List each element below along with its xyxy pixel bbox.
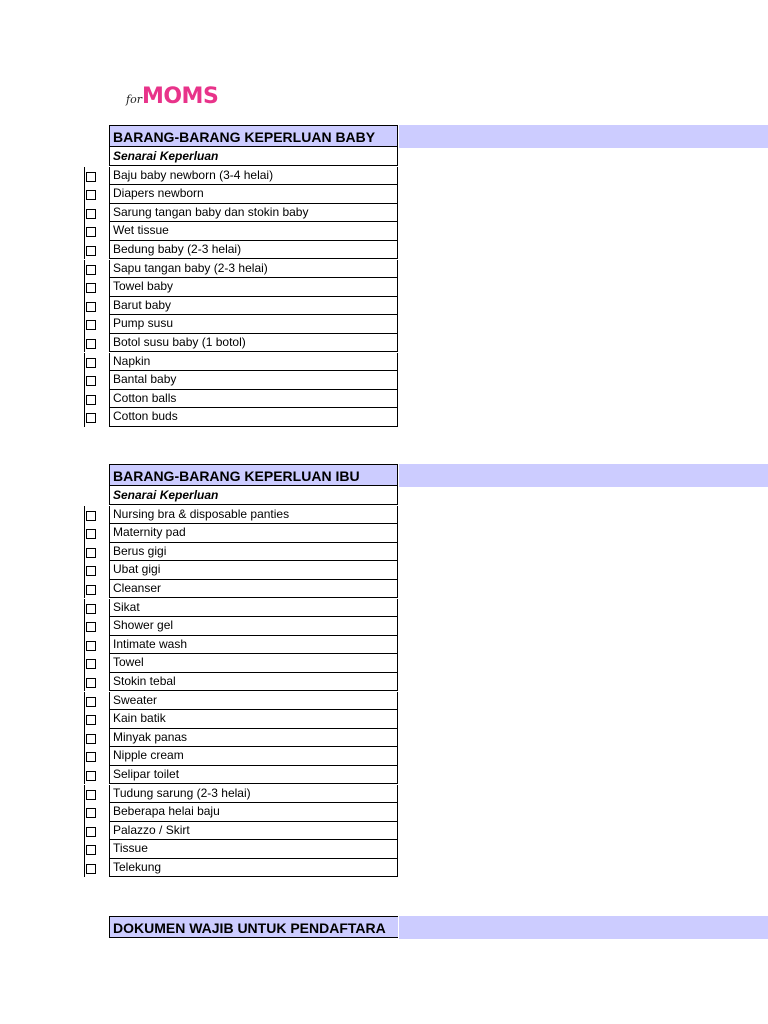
checklist-item-label: Botol susu baby (1 botol)	[109, 334, 398, 353]
row-left-border	[84, 222, 85, 241]
row-left-border	[84, 524, 85, 543]
row-left-border	[84, 185, 85, 204]
ibu-list-subheading: Senarai Keperluan	[109, 486, 398, 505]
logo-prefix: for	[126, 93, 142, 106]
row-left-border	[84, 840, 85, 859]
checkbox[interactable]	[86, 715, 96, 725]
checklist-item-label: Barut baby	[109, 297, 398, 316]
checklist-item-label: Maternity pad	[109, 524, 398, 543]
row-left-border	[84, 353, 85, 372]
row-left-border	[84, 673, 85, 692]
checkbox[interactable]	[86, 678, 96, 688]
checklist-item-label: Kain batik	[109, 710, 398, 729]
checkbox[interactable]	[86, 209, 96, 219]
row-left-border	[84, 710, 85, 729]
dokumen-header-band	[399, 916, 768, 939]
checklist-item-label: Shower gel	[109, 617, 398, 636]
checklist-item-label: Bantal baby	[109, 371, 398, 390]
dokumen-section-title: DOKUMEN WAJIB UNTUK PENDAFTARA	[109, 916, 398, 938]
checkbox[interactable]	[86, 771, 96, 781]
row-left-border	[84, 408, 85, 427]
checklist-item-label: Pump susu	[109, 315, 398, 334]
checklist-row	[0, 822, 768, 841]
checklist-item-label: Cotton balls	[109, 390, 398, 409]
checklist-item-label: Cotton buds	[109, 408, 398, 427]
checkbox[interactable]	[86, 659, 96, 669]
checklist-row	[0, 334, 768, 353]
row-left-border	[84, 241, 85, 260]
row-left-border	[84, 859, 85, 878]
row-left-border	[84, 580, 85, 599]
checklist-row	[0, 747, 768, 766]
checklist-item-label: Cleanser	[109, 580, 398, 599]
checklist-row	[0, 803, 768, 822]
checklist-item-label: Sarung tangan baby dan stokin baby	[109, 204, 398, 223]
checklist-row	[0, 506, 768, 525]
checklist-row	[0, 297, 768, 316]
row-left-border	[84, 599, 85, 618]
baby-list-subheading: Senarai Keperluan	[109, 147, 398, 166]
checkbox[interactable]	[86, 339, 96, 349]
row-left-border	[84, 822, 85, 841]
checklist-row	[0, 599, 768, 618]
checklist-item-label: Nursing bra & disposable panties	[109, 506, 398, 525]
checklist-row	[0, 278, 768, 297]
checklist-row	[0, 353, 768, 372]
checklist-item-label: Tudung sarung (2-3 helai)	[109, 785, 398, 804]
checklist-row	[0, 315, 768, 334]
checklist-row	[0, 710, 768, 729]
row-left-border	[84, 506, 85, 525]
row-left-border	[84, 654, 85, 673]
checkbox[interactable]	[86, 752, 96, 762]
checklist-item-label: Sweater	[109, 692, 398, 711]
row-left-border	[84, 636, 85, 655]
checklist-row	[0, 617, 768, 636]
checklist-item-label: Napkin	[109, 353, 398, 372]
row-left-border	[84, 803, 85, 822]
checklist-item-label: Sapu tangan baby (2-3 helai)	[109, 260, 398, 279]
checkbox[interactable]	[86, 246, 96, 256]
checklist-row	[0, 729, 768, 748]
checkbox[interactable]	[86, 622, 96, 632]
checklist-item-label: Selipar toilet	[109, 766, 398, 785]
checkbox[interactable]	[86, 734, 96, 744]
checklist-item-label: Stokin tebal	[109, 673, 398, 692]
checklist-item-label: Wet tissue	[109, 222, 398, 241]
row-left-border	[84, 371, 85, 390]
checklist-row	[0, 766, 768, 785]
row-left-border	[84, 390, 85, 409]
checkbox[interactable]	[86, 376, 96, 386]
row-left-border	[84, 543, 85, 562]
checklist-item-label: Towel	[109, 654, 398, 673]
checklist-row	[0, 408, 768, 427]
checklist-row	[0, 636, 768, 655]
checklist-item-label: Sikat	[109, 599, 398, 618]
checkbox[interactable]	[86, 641, 96, 651]
checklist-item-label: Berus gigi	[109, 543, 398, 562]
checklist-row	[0, 840, 768, 859]
row-left-border	[84, 278, 85, 297]
checkbox[interactable]	[86, 172, 96, 182]
checklist-row	[0, 673, 768, 692]
checklist-row	[0, 524, 768, 543]
checkbox[interactable]	[86, 566, 96, 576]
checkbox[interactable]	[86, 827, 96, 837]
checkbox[interactable]	[86, 395, 96, 405]
checklist-row	[0, 543, 768, 562]
row-left-border	[84, 692, 85, 711]
checklist-item-label: Nipple cream	[109, 747, 398, 766]
checkbox[interactable]	[86, 529, 96, 539]
checklist-row	[0, 859, 768, 878]
row-left-border	[84, 297, 85, 316]
row-left-border	[84, 315, 85, 334]
checklist-item-label: Telekung	[109, 859, 398, 878]
checklist-item-label: Baju baby newborn (3-4 helai)	[109, 167, 398, 186]
checklist-item-label: Tissue	[109, 840, 398, 859]
checklist-item-label: Towel baby	[109, 278, 398, 297]
checkbox[interactable]	[86, 864, 96, 874]
row-left-border	[84, 167, 85, 186]
checklist-item-label: Beberapa helai baju	[109, 803, 398, 822]
checkbox[interactable]	[86, 283, 96, 293]
checklist-row	[0, 204, 768, 223]
checklist-item-label: Diapers newborn	[109, 185, 398, 204]
checklist-row	[0, 371, 768, 390]
formoms-logo	[126, 84, 218, 114]
row-left-border	[84, 260, 85, 279]
checklist-row	[0, 692, 768, 711]
checkbox[interactable]	[86, 845, 96, 855]
checklist-row	[0, 185, 768, 204]
checklist-row	[0, 580, 768, 599]
row-left-border	[84, 766, 85, 785]
row-left-border	[84, 561, 85, 580]
checkbox[interactable]	[86, 604, 96, 614]
checklist-item-label: Minyak panas	[109, 729, 398, 748]
checkbox[interactable]	[86, 302, 96, 312]
checkbox[interactable]	[86, 808, 96, 818]
checkbox[interactable]	[86, 413, 96, 423]
checkbox[interactable]	[86, 697, 96, 707]
checklist-row	[0, 167, 768, 186]
row-left-border	[84, 785, 85, 804]
checklist-item-label: Intimate wash	[109, 636, 398, 655]
row-left-border	[84, 617, 85, 636]
checkbox[interactable]	[86, 790, 96, 800]
checklist-row	[0, 241, 768, 260]
ibu-section-title: BARANG-BARANG KEPERLUAN IBU	[109, 464, 398, 486]
checkbox[interactable]	[86, 548, 96, 558]
row-left-border	[84, 747, 85, 766]
checklist-row	[0, 785, 768, 804]
logo-name: MOMS	[141, 84, 219, 109]
checklist-row	[0, 561, 768, 580]
row-left-border	[84, 204, 85, 223]
baby-header-band	[399, 125, 768, 148]
checklist-row	[0, 654, 768, 673]
checkbox[interactable]	[86, 190, 96, 200]
baby-section-title: BARANG-BARANG KEPERLUAN BABY	[109, 125, 398, 147]
checkbox[interactable]	[86, 227, 96, 237]
checklist-row	[0, 222, 768, 241]
checklist-item-label: Palazzo / Skirt	[109, 822, 398, 841]
checklist-row	[0, 390, 768, 409]
row-left-border	[84, 334, 85, 353]
checkbox[interactable]	[86, 320, 96, 330]
checklist-row	[0, 260, 768, 279]
checklist-item-label: Ubat gigi	[109, 561, 398, 580]
checkbox[interactable]	[86, 511, 96, 521]
checkbox[interactable]	[86, 265, 96, 275]
checkbox[interactable]	[86, 585, 96, 595]
checkbox[interactable]	[86, 358, 96, 368]
checklist-item-label: Bedung baby (2-3 helai)	[109, 241, 398, 260]
row-left-border	[84, 729, 85, 748]
ibu-header-band	[399, 464, 768, 487]
